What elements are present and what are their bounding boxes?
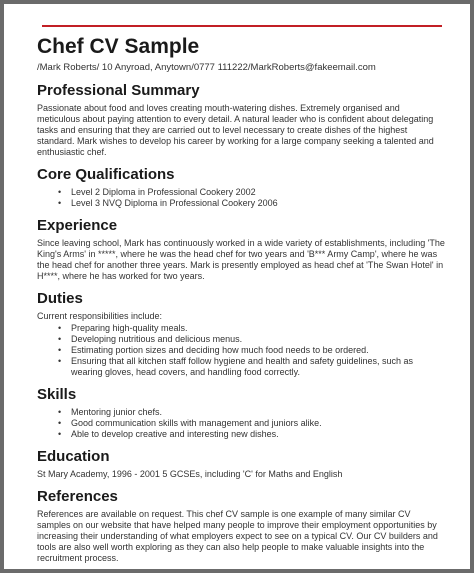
skills-list: [37, 407, 445, 440]
references-text: References are available on request. This chef CV sample is one example of many similar CV samples on our website that have helped many people to improve their employment opportunities by increasing their understanding of what employers expect to see on a typical CV. Our CV builders and tools are also well worth exploring as they can also help people to make valuable insights into the recruitment process.: [37, 509, 438, 563]
experience-heading: Experience: [37, 217, 118, 234]
cv-content: [37, 35, 445, 564]
qualifications-list: [37, 187, 445, 209]
summary-heading: Professional Summary: [37, 82, 200, 99]
list-item: • Able to develop creative and interesting new dishes.: [71, 429, 445, 440]
list-item: • Level 3 NVQ Diploma in Professional Cookery 2006: [71, 198, 445, 209]
list-item: • Preparing high-quality meals.: [71, 323, 445, 334]
education-heading: Education: [37, 448, 110, 465]
duties-list: [37, 323, 445, 378]
page-title: Chef CV Sample: [37, 35, 200, 58]
qualifications-heading: Core Qualifications: [37, 166, 175, 183]
education-text: St Mary Academy, 1996 - 2001 5 GCSEs, including 'C' for Maths and English: [37, 469, 343, 479]
skills-heading: Skills: [37, 386, 77, 403]
experience-text: Since leaving school, Mark has continuously worked in a wide variety of establishments, including 'The King's Arms' in *****, where he was the head chef for two years and 'B*** Army Camp', where he was the head chef for another three years. Mark is presently employed as head chef at 'The Swan Hotel' in H****, where he has worked for two years.: [37, 238, 445, 281]
duties-heading: Duties: [37, 290, 83, 307]
list-item: • Good communication skills with management and juniors alike.: [71, 418, 445, 429]
contact-line: /Mark Roberts/ 10 Anyroad, Anytown/0777 111222/MarkRoberts@fakeemail.com: [37, 62, 376, 73]
references-heading: References: [37, 488, 118, 505]
list-item: • Ensuring that all kitchen staff follow hygiene and health and safety guidelines, such as wearing gloves, head covers, and handling food correctly.: [71, 356, 445, 378]
summary-text: Passionate about food and loves creating mouth-watering dishes. Extremely organised and meticulous about paying attention to every detail. A natural leader who is confident about delegating tasks and ensuring that they are carried out to level necessary to create dishes of the highest standard. Mark wishes to develop his career by working for a large company seeking a talented and enthusiastic chef.: [37, 103, 434, 157]
list-item: • Level 2 Diploma in Professional Cookery 2002: [71, 187, 445, 198]
list-item: • Estimating portion sizes and deciding how much food needs to be ordered.: [71, 345, 445, 356]
duties-intro: Current responsibilities include:: [37, 311, 163, 321]
list-item: • Developing nutritious and delicious menus.: [71, 334, 445, 345]
header-rule: [42, 25, 442, 27]
list-item: • Mentoring junior chefs.: [71, 407, 445, 418]
